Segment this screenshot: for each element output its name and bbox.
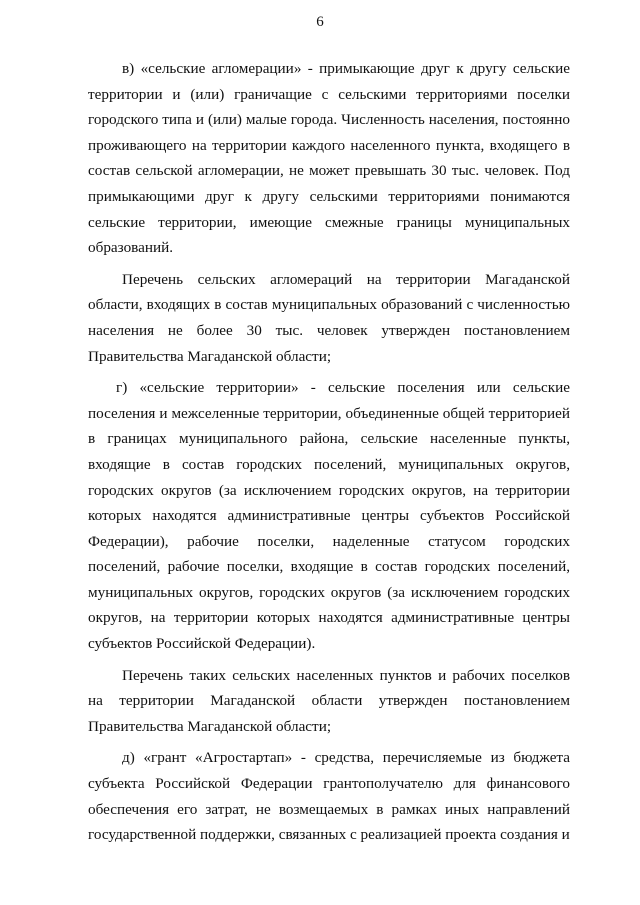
paragraph-item-d: д) «грант «Агростартап» - средства, перечисляемые из бюджета субъекта Российской Федерации грантополучателю для финансового обеспечения его затрат, не возмещаемых в рамках иных направлений государственной поддержки, связанных с реализацией проекта создания и: [88, 749, 570, 844]
document-body: [88, 56, 570, 854]
paragraph-agglomeration-list: Перечень сельских агломераций на территории Магаданской области, входящих в состав муниципальных образований с численностью населения не более 30 тыс. человек утвержден постановлением Правительства Магаданской области;: [88, 270, 570, 365]
page-number: 6: [316, 14, 324, 30]
paragraph-settlements-list: Перечень таких сельских населенных пунктов и рабочих поселков на территории Магаданской области утвержден постановлением Правительства Магаданской области;: [88, 666, 570, 735]
paragraph-item-g: г) «сельские территории» - сельские поселения или сельские поселения и межселенные территории, объединенные общей территорией в границах муниципального района, сельские населенные пункты, входящие в состав городских поселений, муниципальных округов, городских округов (за исключением городских округов, на территории которых находятся административные центры субъектов Российской Федерации), рабочие поселки, наделенные статусом городских поселений, рабочие поселки, входящие в состав городских поселений, муниципальных округов, городских округов (за исключением городских округов, на территории которых находятся административные центры субъектов Российской Федерации).: [88, 379, 570, 653]
paragraph-item-v: в) «сельские агломерации» - примыкающие друг к другу сельские территории и (или) граничащие с сельскими территориями поселки городского типа и (или) малые города. Численность населения, постоянно проживающего на территории каждого населенного пункта, входящего в состав сельской агломерации, не может превышать 30 тыс. человек. Под примыкающими друг к другу сельскими территориями понимаются сельские территории, имеющие смежные границы муниципальных образований.: [88, 60, 570, 257]
